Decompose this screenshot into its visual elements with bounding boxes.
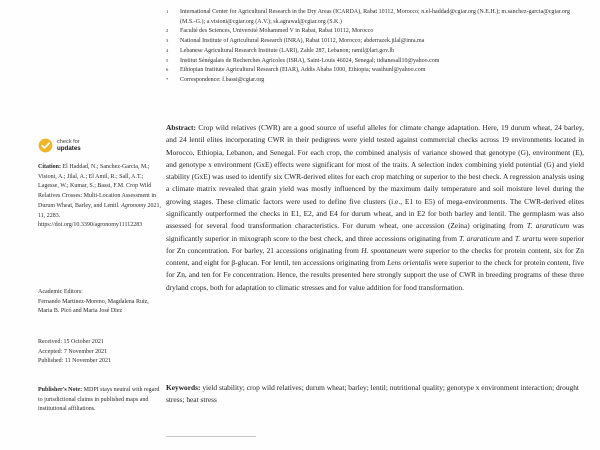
abstract-italic-5: Lens orientalis (387, 258, 432, 268)
keywords-section (166, 382, 584, 407)
academic-editors-names: Fernando Martinez-Moreno, Magdalena Ruiz, Maria B. Picó and Maria José Diez (38, 298, 149, 315)
check-for-updates-badge[interactable] (38, 138, 81, 153)
abstract-part-1: Crop wild relatives (CWR) are a good source of useful alleles for climate change adaptation. Here, 19 durum wheat, 24 barley, and 24 lentil elites incorporating CWR in their pedigrees were yield tested against commercial checks across 19 environments located in Morocco, Ethiopia, Lebanon, and Senegal. For each crop, the combined analysis of variance showed that genotype (G), environment (E), and genotype x environment (GxE) effects were significant for most of the traits. A selection index combining yield potential (G) and yield stability (GxE) was used to identify six CWR-derived elites for each crop matching or superior to the best check. A regression analysis using a climate matrix revealed that grain yield was mostly influenced by the maximum daily temperature and soil moisture level during the growing stages. These climatic factors were used to define five clusters (i.e., E1 to E5) of mega-environments. The CWR-derived elites significantly outperformed the checks in E1, E2, and E4 for durum wheat, and in E2 for both barley and lentil. The germplasm was also assessed for several food transformation characteristics. For durum wheat, one accession (Zeina) originating from (166, 123, 584, 231)
abstract-part-3: and (499, 233, 515, 243)
abstract-section (166, 122, 584, 294)
citation-text: El Haddad, N.; Sanchez-Garcia, M.; Visioni, A.; Jilal, A.; El Amil, R.; Sall, A.T.; Lagesse, W.; Kumar, S.; Bassi, F.M. Crop Wild Relatives Crosses: Multi-Location Assessment in Durum Wheat, Barley, and Lentil. (38, 164, 156, 209)
publishers-note-block (38, 386, 162, 415)
abstract-italic-1: T. araraticum (526, 221, 570, 231)
affiliation-number: 3 (166, 38, 169, 44)
affiliation-item (166, 27, 584, 37)
citation-label: Citation: (38, 164, 61, 170)
affiliation-number: 6 (166, 67, 169, 73)
affiliation-item-correspondence (166, 76, 584, 86)
affiliation-item (166, 37, 584, 47)
affiliation-number: 1 (166, 9, 169, 14)
publication-dates-block (38, 338, 162, 367)
affiliations-list (166, 8, 584, 86)
affiliation-number: 4 (166, 47, 169, 53)
affiliation-text: Institut Sénégalais de Recherches Agricoles (ISRA), Saint-Louis 46024, Senegal; tidianesall10@yahoo.com (180, 57, 440, 64)
publishers-note-text: MDPI stays neutral with regard to jurisdictional claims in published maps and institutional affiliations. (38, 387, 160, 413)
abstract-italic-3: T. urartu (514, 233, 542, 243)
affiliation-text: National Institute of Agricultural Research (INRA), Rabat 10112, Morocco; abderrazek.jilal@inra.ma (180, 38, 425, 45)
affiliation-text: Ethiopian Institute Agricultural Research (EIAR), Addis Ababa 1000, Ethiopia; wasihunl@yahoo.com (180, 67, 426, 74)
affiliation-item (166, 8, 584, 27)
badge-label (57, 139, 81, 153)
abstract-part-5: were superior to the checks for protein content, six for Zn content, and eight for β-glucan. For lentil, ten accessions originating from (166, 245, 584, 268)
badge-line-1: check for (57, 138, 80, 145)
citation-year-volume: 2021, 11, 2283. (38, 202, 161, 219)
sidebar (22, 0, 161, 450)
abstract-italic-2: T. araraticum (459, 233, 500, 243)
affiliation-text: Faculté des Sciences, Université Mohammed V in Rabat, Rabat 10112, Morocco (180, 28, 374, 35)
affiliation-item (166, 57, 584, 67)
check-circle-icon (38, 138, 53, 153)
affiliation-number: 5 (166, 57, 169, 63)
keywords-label: Keywords: (166, 383, 201, 392)
correspondence-text: Correspondence: f.bassi@cgiar.org (180, 77, 265, 84)
abstract-part-2: was significantly superior in mixograph score to the best check, and three accessions originating from (166, 221, 585, 243)
publishers-note-label: Publisher's Note: (38, 387, 83, 393)
academic-editors-block (38, 288, 162, 317)
abstract-label: Abstract: (166, 123, 196, 132)
citation-doi-link[interactable]: https://doi.org/10.3390/agronomy11112283 (38, 222, 143, 229)
abstract-part-6: were superior to the check for protein content, five for Zn, and ten for Fe concentration. Hence, the results presented here strongly support the use of CWR in breeding programs of these three dryland crops, both for adaptation to climatic stresses and for value addition for food transformation. (166, 258, 584, 292)
academic-editors-label: Academic Editors: (38, 289, 83, 295)
abstract-part-4: were superior for Zn concentration. For barley, 21 accessions originating from (166, 233, 584, 255)
affiliation-item (166, 66, 584, 76)
badge-line-2: updates (57, 145, 81, 153)
affiliation-number: * (166, 77, 169, 83)
citation-block (38, 163, 162, 231)
footer-divider (166, 436, 256, 437)
abstract-italic-4: H. spontaneum (361, 245, 407, 255)
keywords-text: yield stability; crop wild relatives; durum wheat; barley; lentil; nutritional quality; genotype x environment interaction; drought stress; heat stress (166, 383, 579, 405)
affiliation-number: 2 (166, 28, 169, 34)
affiliation-text: International Center for Agricultural Research in the Dry Areas (ICARDA), Rabat 10112, Morocco; n.el-haddad@cgiar.org (N.E.H.); m.sanchez-garcia@cgiar.org (M.S.-G.); a.visioni@cgiar.org (A.V.); sk.agrawal@cgiar.org (S.K.) (180, 9, 570, 25)
published-date: Published: 11 November 2021 (38, 358, 111, 365)
received-date: Received: 15 October 2021 (38, 339, 104, 345)
affiliation-text: Lebanese Agricultural Research Institute (LARI), Zahle 287, Lebanon; ramil@lari.gov.lb (180, 47, 395, 54)
accepted-date: Accepted: 7 November 2021 (38, 348, 108, 355)
citation-journal: Agronomy (121, 202, 146, 209)
affiliation-item (166, 47, 584, 57)
